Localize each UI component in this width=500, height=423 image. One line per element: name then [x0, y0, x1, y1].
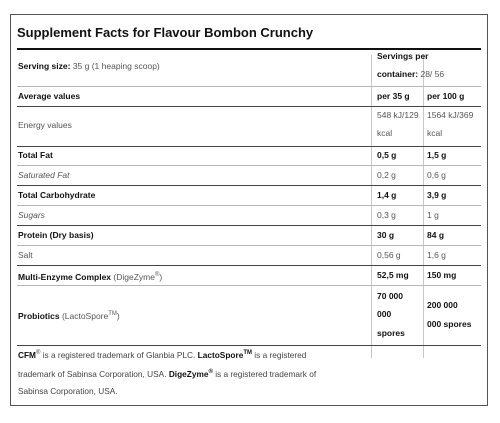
row-total-carb-v2: 3,9 g: [427, 190, 447, 200]
row-protein-v1: 30 g: [377, 230, 395, 240]
column-divider-1: [371, 55, 372, 358]
row-total-carb-name: Total Carbohydrate: [18, 190, 96, 200]
footnote-text-3: trademark of Sabinsa Corporation, USA.: [18, 368, 169, 379]
row-energy-v1b: kcal: [377, 128, 393, 138]
footnote-line-3: Sabinsa Corporation, USA.: [18, 386, 118, 396]
footnote-text-2: is a registered: [252, 349, 307, 360]
row-saturated-fat-name: Saturated Fat: [18, 170, 70, 180]
footnote-line-1: [18, 344, 306, 365]
row-sugars-name: Sugars: [18, 210, 45, 220]
row-energy-v2b: kcal: [427, 128, 443, 138]
row-probiotics-sup: TM: [108, 311, 117, 317]
row-total-fat-name: Total Fat: [18, 150, 53, 160]
row-energy-v1a: 548 kJ/129: [377, 110, 419, 120]
row-enzyme-v1: 52,5 mg: [377, 270, 409, 280]
row-probiotics-v1a: 70 000: [377, 291, 403, 301]
row-probiotics-v1b: 000: [377, 309, 392, 319]
row-enzyme-v2: 150 mg: [427, 270, 457, 280]
footnote-text-4: is a registered trademark of: [212, 368, 317, 379]
row-probiotics-sub: (LactoSpore: [61, 310, 109, 321]
footnote-cfm-sup: ®: [35, 350, 41, 356]
row-divider: [17, 146, 481, 147]
row-sugars-v1: 0,3 g: [377, 210, 396, 220]
serving-size-label: Serving size:: [18, 61, 71, 71]
row-total-carb-v1: 1,4 g: [377, 190, 397, 200]
row-saturated-fat-v1: 0,2 g: [377, 170, 396, 180]
header-average-values: Average values: [18, 91, 81, 101]
panel-title: Supplement Facts for Flavour Bombon Crunchy: [17, 25, 314, 40]
footnote-cfm: CFM: [18, 349, 36, 360]
footnote-digezyme-sup: ®: [208, 369, 213, 375]
footnote-digezyme: DigeZyme: [168, 368, 209, 379]
row-salt-name: Salt: [18, 250, 33, 260]
row-protein-name: Protein (Dry basis): [18, 230, 94, 240]
row-probiotics-close: ): [116, 310, 120, 321]
supplement-facts-panel: [10, 14, 488, 406]
footnote-text-1: is a registered trademark of Glanbia PLC.: [40, 349, 198, 360]
row-probiotics: [18, 305, 120, 326]
footnote-lactospore-sup: TM: [243, 350, 252, 356]
servings-per-value: 28/ 56: [420, 69, 445, 79]
serving-size: [18, 57, 160, 76]
row-energy-v2a: 1564 kJ/369: [427, 110, 474, 120]
header-per-serving: per 35 g: [377, 91, 410, 101]
row-enzyme-close: ): [159, 271, 163, 282]
row-sugars-v2: 1 g: [427, 210, 439, 220]
row-divider: [17, 205, 481, 206]
row-salt-v1: 0,56 g: [377, 250, 401, 260]
row-probiotics-v2a: 200 000: [427, 300, 458, 310]
row-enzyme: [18, 266, 162, 287]
footnote-lactospore: LactoSpore: [197, 349, 244, 360]
column-divider-2: [423, 55, 424, 358]
row-saturated-fat-v2: 0,6 g: [427, 170, 446, 180]
row-enzyme-sup: ®: [154, 272, 160, 278]
row-divider: [17, 165, 481, 166]
row-total-fat-v1: 0,5 g: [377, 150, 397, 160]
servings-per-line1: Servings per: [377, 51, 429, 61]
row-divider: [17, 285, 481, 286]
row-energy-name: Energy values: [18, 120, 72, 130]
row-probiotics-name: Probiotics: [18, 310, 60, 321]
footnote-line-2: [18, 363, 316, 384]
serving-size-value: 35 g (1 heaping scoop): [72, 61, 160, 71]
row-salt-v2: 1,6 g: [427, 250, 446, 260]
row-divider: [17, 245, 481, 246]
row-divider: [17, 86, 481, 87]
row-total-fat-v2: 1,5 g: [427, 150, 447, 160]
row-probiotics-v1c: spores: [377, 328, 405, 338]
servings-per-line2: container:: [377, 69, 419, 79]
servings-per-container: [377, 65, 444, 84]
row-protein-v2: 84 g: [427, 230, 445, 240]
header-per-100g: per 100 g: [427, 91, 465, 101]
row-probiotics-v2b: 000 spores: [427, 319, 472, 329]
row-enzyme-name: Multi-Enzyme Complex: [18, 271, 112, 282]
row-enzyme-sub: (DigeZyme: [113, 271, 155, 282]
